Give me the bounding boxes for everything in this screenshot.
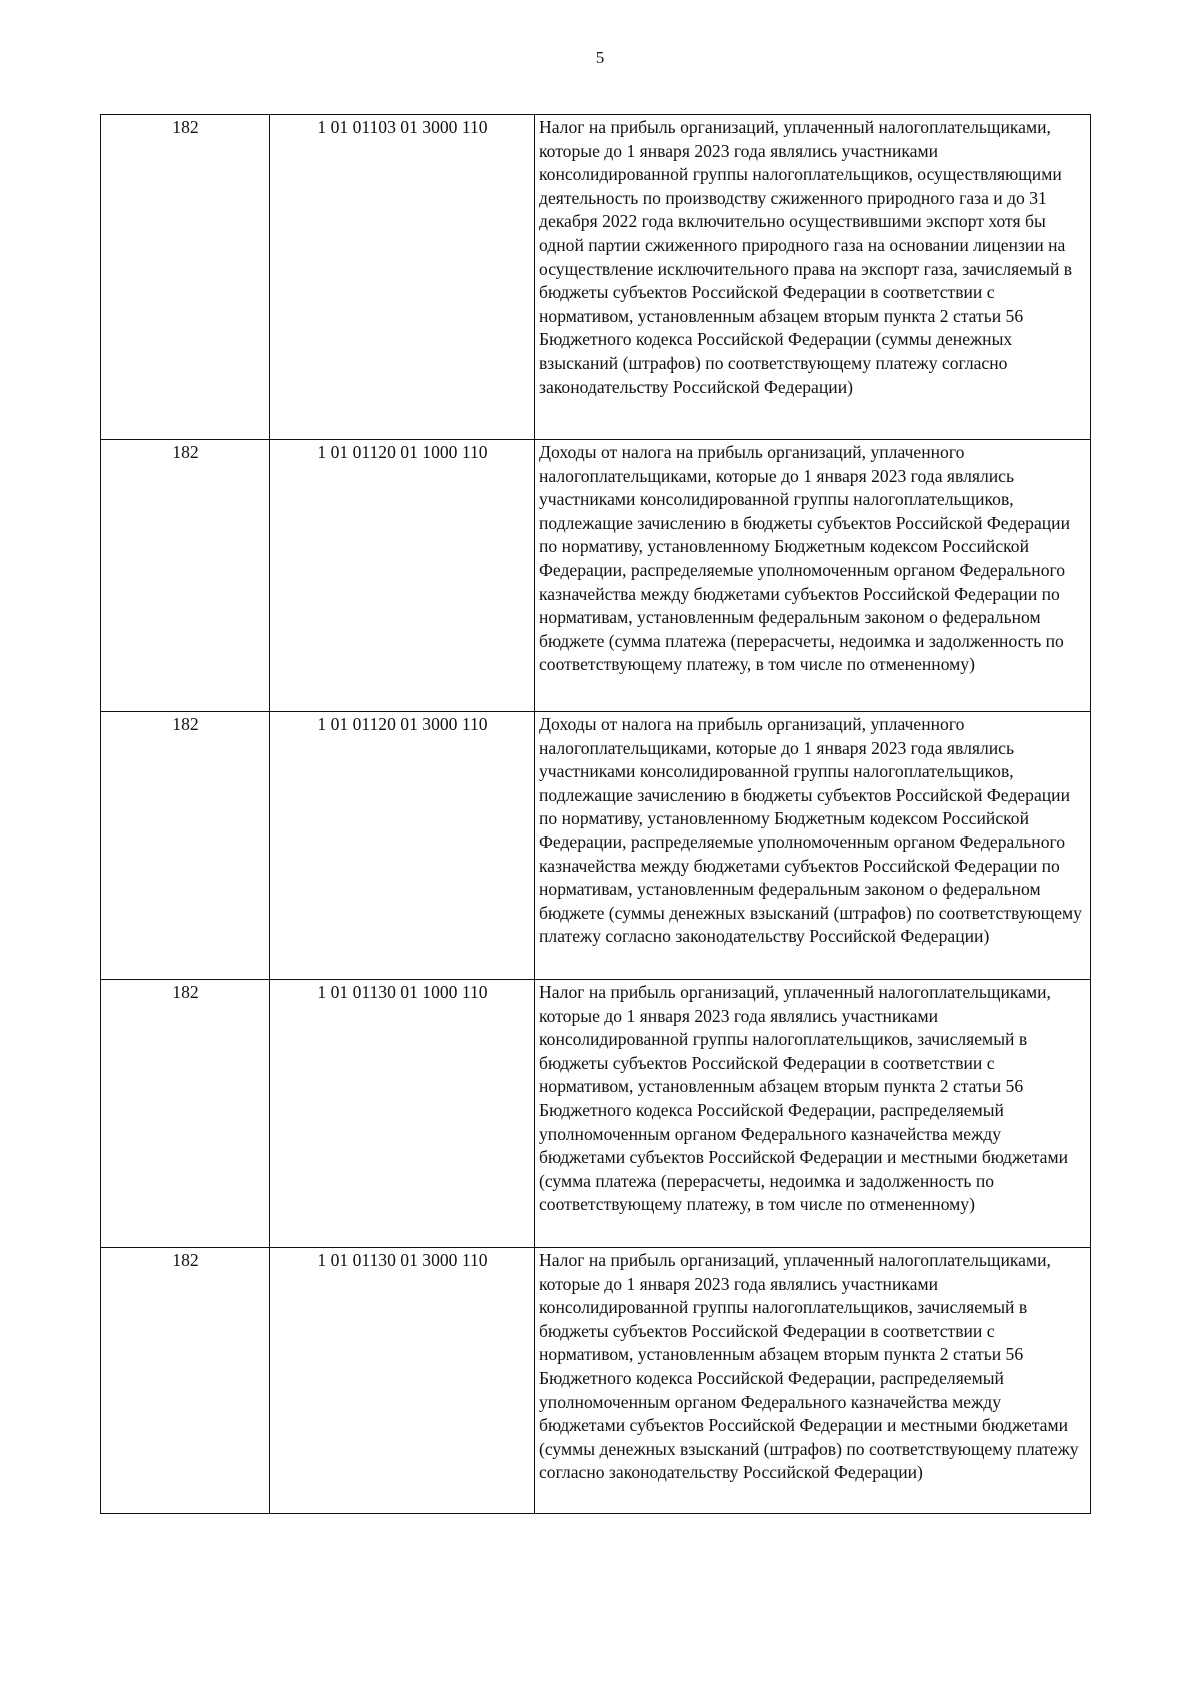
description-cell: Налог на прибыль организаций, уплаченный налогоплательщиками, которые до 1 января 2023 года являлись участниками консолидированной группы налогоплательщиков, зачисляемый в бюджеты субъектов Российской Федерации в соответствии с нормативом, установленным абзацем вторым пункта 2 статьи 56 Бюджетного кодекса Российской Федерации, распределяемый уполномоченным органом Федерального казначейства между бюджетами субъектов Российской Федерации и местными бюджетами (суммы денежных взысканий (штрафов) по соответствующему платежу согласно законодательству Российской Федерации) (535, 1248, 1091, 1514)
description-cell: Доходы от налога на прибыль организаций, уплаченного налогоплательщиками, которые до 1 января 2023 года являлись участниками консолидированной группы налогоплательщиков, подлежащие зачислению в бюджеты субъектов Российской Федерации по нормативу, установленному Бюджетным кодексом Российской Федерации, распределяемые уполномоченным органом Федерального казначейства между бюджетами субъектов Российской Федерации по нормативам, установленным федеральным законом о федеральном бюджете (сумма платежа (перерасчеты, недоимка и задолженность по соответствующему платежу, в том числе по отмененному) (535, 440, 1091, 712)
description-cell: Налог на прибыль организаций, уплаченный налогоплательщиками, которые до 1 января 2023 года являлись участниками консолидированной группы налогоплательщиков, осуществляющими деятельность по производству сжиженного природного газа и до 31 декабря 2022 года включительно осуществившими экспорт хотя бы одной партии сжиженного природного газа на основании лицензии на осуществление исключительного права на экспорт газа, зачисляемый в бюджеты субъектов Российской Федерации в соответствии с нормативом, установленным абзацем вторым пункта 2 статьи 56 Бюджетного кодекса Российской Федерации (суммы денежных взысканий (штрафов) по соответствующему платежу согласно законодательству Российской Федерации) (535, 115, 1091, 440)
kbk-code-cell: 1 01 01103 01 3000 110 (270, 115, 535, 440)
kbk-code-cell: 1 01 01130 01 1000 110 (270, 980, 535, 1248)
table-row (101, 1248, 1091, 1514)
description-cell: Доходы от налога на прибыль организаций, уплаченного налогоплательщиками, которые до 1 января 2023 года являлись участниками консолидированной группы налогоплательщиков, подлежащие зачислению в бюджеты субъектов Российской Федерации по нормативу, установленному Бюджетным кодексом Российской Федерации, распределяемые уполномоченным органом Федерального казначейства между бюджетами субъектов Российской Федерации по нормативам, установленным федеральным законом о федеральном бюджете (суммы денежных взысканий (штрафов) по соответствующему платежу согласно законодательству Российской Федерации) (535, 712, 1091, 980)
page-number: 5 (595, 48, 605, 67)
kbk-code-cell: 1 01 01130 01 3000 110 (270, 1248, 535, 1514)
budget-classification-table (100, 114, 1091, 1514)
admin-code-cell: 182 (101, 440, 270, 712)
admin-code-cell: 182 (101, 712, 270, 980)
table-row (101, 440, 1091, 712)
admin-code-cell: 182 (101, 1248, 270, 1514)
admin-code-cell: 182 (101, 115, 270, 440)
kbk-code-cell: 1 01 01120 01 3000 110 (270, 712, 535, 980)
table-row (101, 712, 1091, 980)
description-cell: Налог на прибыль организаций, уплаченный налогоплательщиками, которые до 1 января 2023 года являлись участниками консолидированной группы налогоплательщиков, зачисляемый в бюджеты субъектов Российской Федерации в соответствии с нормативом, установленным абзацем вторым пункта 2 статьи 56 Бюджетного кодекса Российской Федерации, распределяемый уполномоченным органом Федерального казначейства между бюджетами субъектов Российской Федерации и местными бюджетами (сумма платежа (перерасчеты, недоимка и задолженность по соответствующему платежу, в том числе по отмененному) (535, 980, 1091, 1248)
admin-code-cell: 182 (101, 980, 270, 1248)
table-row (101, 115, 1091, 440)
table-row (101, 980, 1091, 1248)
kbk-code-cell: 1 01 01120 01 1000 110 (270, 440, 535, 712)
